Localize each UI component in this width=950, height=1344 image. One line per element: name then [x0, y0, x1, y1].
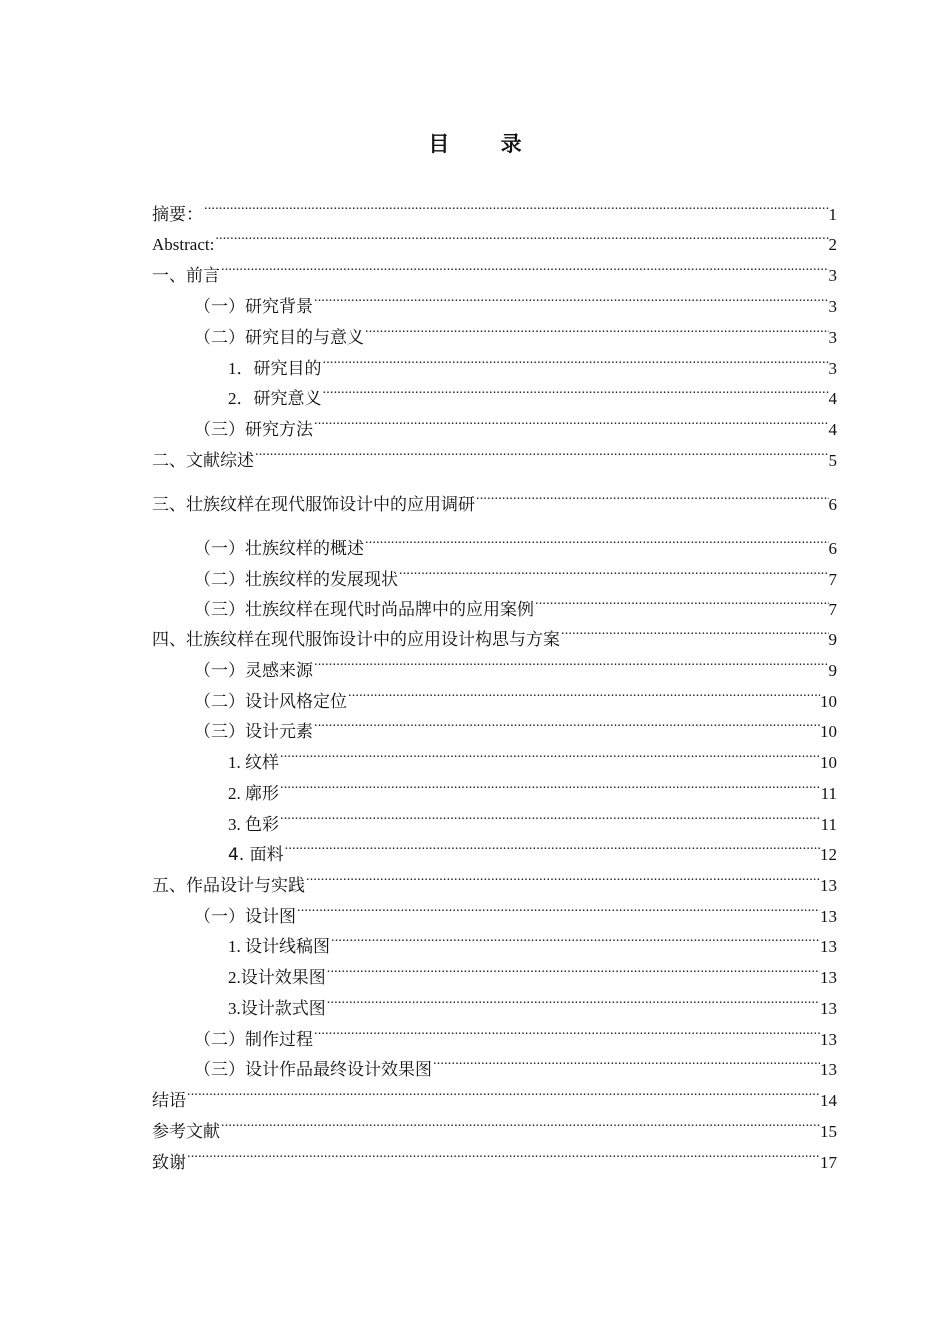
toc-title: 目 录	[428, 132, 544, 156]
dot-leader	[279, 740, 820, 768]
toc-entry-label: 2.设计效果图	[228, 968, 326, 987]
toc-entry-style-positioning[interactable]	[194, 679, 837, 711]
toc-entry-page: 7	[828, 570, 837, 589]
toc-entry-label: （二）制作过程	[194, 1030, 313, 1049]
toc-entry-page: 13	[820, 907, 837, 926]
toc-entry-label: （二）壮族纹样的发展现状	[194, 570, 398, 589]
toc-entry-page: 3	[828, 328, 837, 347]
toc-entry-page: 6	[828, 539, 837, 558]
toc-entry-research-purpose-significance[interactable]	[194, 315, 837, 347]
toc-entry-references[interactable]	[152, 1109, 837, 1141]
toc-entry-conclusion[interactable]	[152, 1078, 837, 1110]
toc-entry-design-drawings[interactable]	[194, 894, 837, 926]
toc-entry-pattern[interactable]	[228, 740, 837, 772]
dot-leader	[220, 1109, 820, 1137]
dot-leader	[347, 679, 820, 707]
toc-entry-page: 7	[828, 600, 837, 619]
dot-leader	[305, 863, 820, 891]
toc-entry-research-background[interactable]	[194, 284, 837, 316]
toc-entry-label: 2. 廓形	[228, 784, 279, 803]
toc-entry-page: 12	[820, 845, 837, 864]
toc-entry-page: 15	[820, 1122, 837, 1141]
dot-leader	[364, 315, 829, 343]
toc-entry-page: 10	[820, 753, 837, 772]
dot-leader	[214, 222, 828, 250]
toc-entry-label: （一）壮族纹样的概述	[194, 539, 364, 558]
dot-leader	[313, 709, 820, 737]
dot-leader	[203, 192, 829, 220]
toc-entry-label: （一）设计图	[194, 907, 296, 926]
toc-entry-label: （三）设计作品最终设计效果图	[194, 1060, 432, 1079]
toc-entry-label: 3. 色彩	[228, 815, 279, 834]
toc-entry-pattern-overview[interactable]	[194, 526, 837, 558]
toc-entry-page: 10	[820, 722, 837, 741]
toc-entry-page: 9	[828, 630, 837, 649]
toc-entry-page: 11	[820, 815, 837, 834]
toc-entry-label: 致谢	[152, 1153, 186, 1172]
toc-entry-label: 四、壮族纹样在现代服饰设计中的应用设计构思与方案	[152, 630, 560, 649]
dot-leader	[313, 648, 829, 676]
toc-entry-application-survey[interactable]	[152, 482, 837, 514]
dot-leader	[330, 924, 820, 952]
toc-entry-label: 二、文献综述	[152, 451, 254, 470]
toc-entry-research-methods[interactable]	[194, 407, 837, 439]
toc-entry-page: 4	[828, 389, 837, 408]
toc-entry-page: 3	[828, 359, 837, 378]
toc-entry-label: （一）灵感来源	[194, 661, 313, 680]
dot-leader	[284, 832, 820, 860]
toc-entry-final-effect[interactable]	[194, 1047, 837, 1079]
dot-leader	[326, 955, 820, 983]
toc-entry-page: 3	[828, 297, 837, 316]
dot-leader	[279, 771, 821, 799]
toc-entry-page: 14	[820, 1091, 837, 1110]
toc-entry-page: 13	[820, 968, 837, 987]
toc-entry-style-drawing[interactable]	[228, 986, 837, 1018]
toc-entry-design-concept[interactable]	[152, 617, 837, 649]
toc-entry-abstract-en[interactable]	[152, 222, 837, 254]
toc-entry-label: （三）设计元素	[194, 722, 313, 741]
toc-entry-page: 13	[820, 999, 837, 1018]
dot-leader	[432, 1047, 820, 1075]
dot-leader	[322, 346, 829, 374]
toc-entry-label: 1. 纹样	[228, 753, 279, 772]
toc-entry-page: 13	[820, 1030, 837, 1049]
toc-entry-label: 1. 设计线稿图	[228, 937, 330, 956]
toc-entry-label: 结语	[152, 1091, 186, 1110]
toc-entry-page: 6	[828, 495, 837, 514]
toc-entry-label: 参考文献	[152, 1122, 220, 1141]
toc-entry-production-process[interactable]	[194, 1017, 837, 1049]
dot-leader	[296, 894, 820, 922]
toc-entry-research-significance[interactable]	[228, 376, 837, 408]
toc-entry-page: 10	[820, 692, 837, 711]
dot-leader	[398, 557, 829, 585]
toc-entry-page: 4	[828, 420, 837, 439]
toc-entry-page: 1	[828, 205, 837, 224]
toc-entry-label: 五、作品设计与实践	[152, 876, 305, 895]
dot-leader	[534, 587, 829, 615]
toc-entry-page: 5	[828, 451, 837, 470]
toc-entry-design-elements[interactable]	[194, 709, 837, 741]
toc-entry-pattern-development[interactable]	[194, 557, 837, 589]
toc-entry-label: （一）研究背景	[194, 297, 313, 316]
toc-entry-page: 3	[828, 266, 837, 285]
dot-leader	[186, 1078, 820, 1106]
toc-entry-label: （三）壮族纹样在现代时尚品牌中的应用案例	[194, 600, 534, 619]
toc-entry-fabric[interactable]	[228, 832, 837, 865]
dot-leader	[279, 802, 821, 830]
toc-entry-brand-cases[interactable]	[194, 587, 837, 619]
dot-leader	[313, 407, 829, 435]
toc-entry-abstract-cn[interactable]	[152, 192, 837, 224]
toc-entry-literature-review[interactable]	[152, 438, 837, 470]
toc-entry-page: 13	[820, 937, 837, 956]
dot-leader	[475, 482, 829, 510]
toc-entry-line-drawing[interactable]	[228, 924, 837, 956]
toc-entry-label: 1．研究目的	[228, 359, 322, 378]
toc-entry-inspiration[interactable]	[194, 648, 837, 680]
toc-entry-preface[interactable]	[152, 253, 837, 285]
toc-entry-label: 摘要：	[152, 205, 203, 224]
toc-entry-effect-drawing[interactable]	[228, 955, 837, 987]
toc-entry-page: 9	[828, 661, 837, 680]
dot-leader	[220, 253, 829, 281]
dot-leader	[322, 376, 829, 404]
toc-entry-research-purpose[interactable]	[228, 346, 837, 378]
toc-entry-page: 17	[820, 1153, 837, 1172]
dot-leader	[313, 1017, 820, 1045]
toc-entry-page: 13	[820, 1060, 837, 1079]
toc-entry-label: 4. 面料	[228, 845, 284, 865]
toc-entry-acknowledgements[interactable]	[152, 1140, 837, 1172]
toc-entry-label: 3.设计款式图	[228, 999, 326, 1018]
dot-leader	[364, 526, 829, 554]
toc-entry-label: 2．研究意义	[228, 389, 322, 408]
dot-leader	[313, 284, 829, 312]
toc-entry-page: 13	[820, 876, 837, 895]
toc-entry-label: 一、前言	[152, 266, 220, 285]
toc-entry-label: （三）研究方法	[194, 420, 313, 439]
toc-entry-page: 11	[820, 784, 837, 803]
toc-entry-label: （二）设计风格定位	[194, 692, 347, 711]
toc-entry-label: （二）研究目的与意义	[194, 328, 364, 347]
toc-entry-color[interactable]	[228, 802, 837, 834]
toc-entry-work-practice[interactable]	[152, 863, 837, 895]
dot-leader	[560, 617, 829, 645]
toc-entry-page: 2	[828, 235, 837, 254]
dot-leader	[254, 438, 829, 466]
toc-entry-label: 三、壮族纹样在现代服饰设计中的应用调研	[152, 495, 475, 514]
toc-entry-label: Abstract:	[152, 235, 215, 254]
dot-leader	[326, 986, 820, 1014]
toc-entry-silhouette[interactable]	[228, 771, 837, 803]
dot-leader	[186, 1140, 820, 1168]
